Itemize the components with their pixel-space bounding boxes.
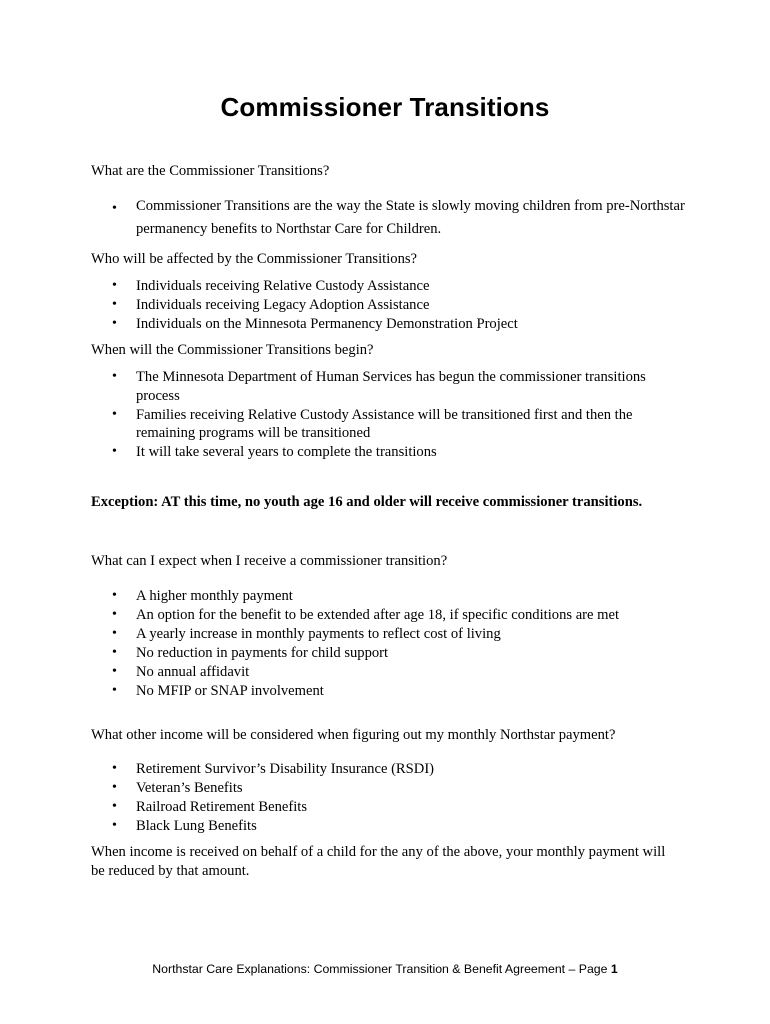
list-item: • No MFIP or SNAP involvement	[112, 683, 324, 699]
bullet-icon: •	[112, 369, 117, 384]
list-item: • No annual affidavit	[112, 664, 250, 680]
list-item: • No reduction in payments for child support	[112, 645, 389, 661]
bullet-icon: •	[112, 761, 117, 776]
list-item: • Railroad Retirement Benefits	[112, 799, 308, 815]
list-item: • An option for the benefit to be extended after age 18, if specific conditions are met	[112, 607, 620, 623]
bullet-icon: •	[112, 316, 117, 331]
list-item: • Families receiving Relative Custody Assistance will be transitioned first and then the remaining programs will be transitioned	[112, 406, 633, 441]
bullet-icon: •	[112, 607, 117, 622]
list-expect	[91, 587, 691, 701]
list-item: • Retirement Survivor’s Disability Insurance (RSDI)	[112, 761, 435, 777]
bullet-icon: •	[112, 406, 117, 422]
bullet-icon: •	[112, 444, 117, 459]
list-item: • It will take several years to complete the transitions	[112, 444, 437, 460]
bullet-icon: •	[112, 780, 117, 795]
list-when	[91, 368, 691, 462]
list-item: • Commissioner Transitions are the way the State is slowly moving children from pre-Northstar permanency benefits to Northstar Care for Children.	[112, 198, 685, 237]
list-item: • A higher monthly payment	[112, 588, 293, 604]
bullet-icon: •	[112, 645, 117, 660]
question-when: When will the Commissioner Transitions begin?	[91, 342, 374, 358]
question-what: What are the Commissioner Transitions?	[91, 163, 330, 179]
question-income: What other income will be considered when figuring out my monthly Northstar payment?	[91, 727, 616, 743]
list-item: • Black Lung Benefits	[112, 818, 257, 834]
bullet-icon: •	[112, 626, 117, 641]
bullet-icon: •	[112, 683, 117, 698]
page-footer	[0, 962, 770, 976]
list-item: • Individuals on the Minnesota Permanency Demonstration Project	[112, 316, 518, 332]
bullet-icon: •	[112, 664, 117, 679]
bullet-icon: •	[112, 818, 117, 833]
list-item: • Individuals receiving Legacy Adoption Assistance	[112, 297, 430, 313]
bullet-icon: •	[112, 799, 117, 814]
bullet-icon: •	[112, 588, 117, 603]
page-number: 1	[610, 962, 618, 976]
list-item: • Veteran’s Benefits	[112, 780, 243, 796]
question-who: Who will be affected by the Commissioner Transitions?	[91, 251, 418, 267]
list-item: • Individuals receiving Relative Custody Assistance	[112, 278, 430, 294]
page-title: Commissioner Transitions	[220, 92, 550, 122]
bullet-icon: •	[112, 278, 117, 293]
exception-note: Exception: AT this time, no youth age 16 and older will receive commissioner transitions.	[91, 494, 643, 510]
list-item: • The Minnesota Department of Human Services has begun the commissioner transitions process	[112, 369, 646, 404]
bullet-icon: •	[112, 297, 117, 312]
income-note: When income is received on behalf of a child for the any of the above, your monthly payment will be reduced by that amount.	[91, 844, 666, 879]
bullet-icon: •	[112, 201, 117, 216]
list-who	[91, 277, 691, 334]
list-item: • A yearly increase in monthly payments to reflect cost of living	[112, 626, 501, 642]
footer-text: Northstar Care Explanations: Commissioner Transition & Benefit Agreement – Page	[152, 962, 611, 976]
list-income	[91, 760, 691, 836]
question-expect: What can I expect when I receive a commissioner transition?	[91, 553, 448, 569]
list-what	[91, 195, 691, 242]
